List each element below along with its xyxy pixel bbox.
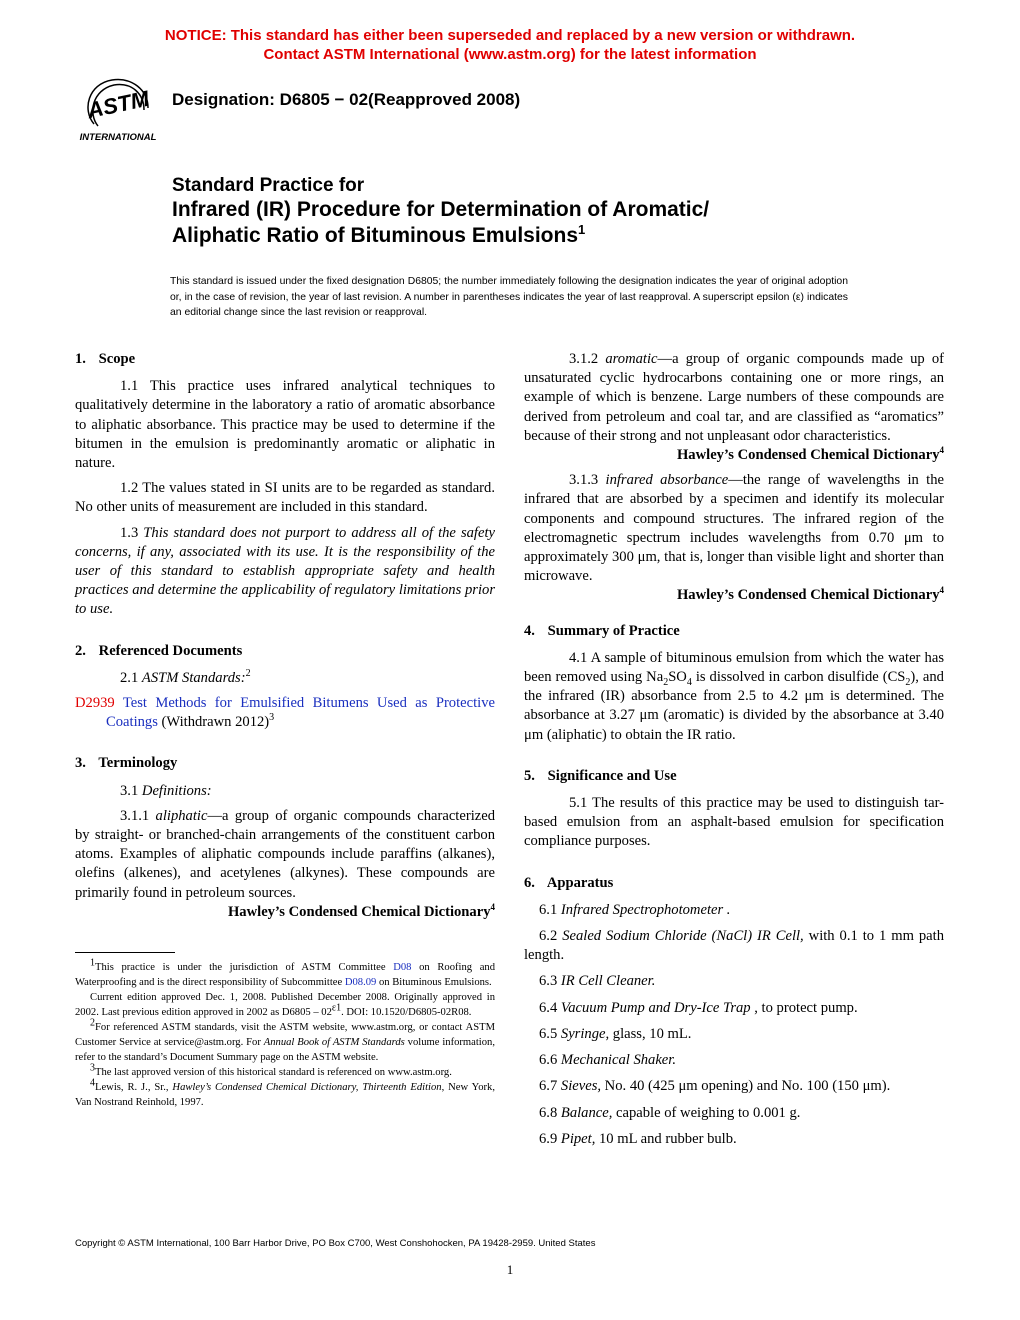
heading-text: Summary of Practice <box>547 622 680 639</box>
footnote-text: on Bituminous Emulsions. <box>376 977 492 988</box>
heading-number: 3. <box>75 755 86 772</box>
apparatus-item <box>524 1130 944 1149</box>
footnote-marker: 4 <box>939 445 944 456</box>
footnote-marker: 3 <box>269 712 275 724</box>
definition-aromatic <box>524 350 944 446</box>
right-column <box>524 350 944 1156</box>
paragraph-number: 3.1.2 <box>569 351 599 367</box>
definition-text: —a group of organic compounds characterized by straight- or branched-chain arrangements of the constituent carbon atoms. Examples of aliphatic compounds include paraffins (alkanes), olefins (alkenes), and acetylenes (alkynes). These compounds are primarily found in petroleum sources. <box>75 807 495 901</box>
item-number: 6.8 <box>539 1104 558 1121</box>
definition-aliphatic <box>75 807 495 903</box>
footnote-3 <box>75 1062 495 1080</box>
subscript: 2 <box>663 676 669 688</box>
apparatus-item <box>524 901 944 920</box>
item-number: 6.9 <box>539 1130 558 1147</box>
footnote-italic: Hawley’s Condensed Chemical Dictionary, Thirteenth Edition <box>172 1082 442 1093</box>
section-heading-apparatus <box>524 874 944 893</box>
apparatus-item <box>524 1104 944 1123</box>
title-line-1: Standard Practice for <box>172 175 365 196</box>
footnote-marker: 4 <box>939 585 944 596</box>
item-number: 6.6 <box>539 1052 558 1069</box>
paragraph-number: 1.3 <box>120 524 139 541</box>
subscript: 2 <box>905 676 911 688</box>
heading-text: Referenced Documents <box>98 642 243 659</box>
paragraph-text: 4.1 A sample of bituminous emulsion from which the water has been removed using Na <box>524 649 944 686</box>
item-text: with 0.1 to 1 mm path length. <box>524 928 944 964</box>
heading-text: Significance and Use <box>547 767 677 784</box>
section-heading-terminology <box>75 754 495 773</box>
source-text: Hawley’s Condensed Chemical Dictionary <box>676 587 940 604</box>
item-number: 6.2 <box>539 928 558 945</box>
title-line-3-text: Aliphatic Ratio of Bituminous Emulsions <box>172 224 579 247</box>
definition-source <box>524 586 944 605</box>
apparatus-item <box>524 972 944 991</box>
heading-number: 6. <box>524 874 535 891</box>
document-title <box>172 175 709 249</box>
item-term: Infrared Spectrophotometer . <box>560 901 731 918</box>
copyright-line: Copyright © ASTM International, 100 Barr Harbor Drive, PO Box C700, West Conshohocken, PA 19428-2959. United States <box>75 1238 596 1249</box>
item-term: Balance, <box>560 1104 613 1121</box>
definition-source <box>524 446 944 465</box>
footnote-edition <box>75 990 495 1020</box>
item-number: 6.1 <box>539 901 558 918</box>
term: aromatic <box>605 351 658 367</box>
section-heading-referenced-documents <box>75 642 495 661</box>
reference-d2939 <box>75 694 495 732</box>
item-term: Syringe, <box>560 1025 610 1042</box>
paragraph-text: is dissolved in carbon disulfide (CS <box>691 669 906 686</box>
item-term: Sieves, <box>560 1078 602 1095</box>
footnote-text: on Roofing and Waterproofing and is the direct responsibility of Subcommittee <box>75 962 495 988</box>
item-text: No. 40 (425 μm opening) and No. 100 (150 μm). <box>601 1078 891 1095</box>
footnote-divider <box>75 952 175 953</box>
paragraph-2-1 <box>75 669 495 688</box>
apparatus-item <box>524 1025 944 1044</box>
term: infrared absorbance <box>605 472 729 489</box>
heading-number: 5. <box>524 767 535 784</box>
definition-source <box>75 903 495 922</box>
item-number: 6.4 <box>539 999 558 1016</box>
paragraph-1-3 <box>75 524 495 620</box>
paragraph-5-1: 5.1 The results of this practice may be used to distinguish tar-based emulsion from an asphalt-based emulsion for specification compliance purposes. <box>524 795 944 850</box>
heading-text: Terminology <box>98 755 178 772</box>
title-line-2: Infrared (IR) Procedure for Determination of Aromatic/ <box>172 198 710 221</box>
item-text: capable of weighing to 0.001 g. <box>612 1104 801 1121</box>
footnote-marker: 4 <box>490 902 495 913</box>
apparatus-item <box>524 1051 944 1070</box>
paragraph-number: 2.1 <box>120 669 139 686</box>
definition-infrared-absorbance <box>524 471 944 586</box>
astm-standards-label: ASTM Standards: <box>141 669 246 686</box>
item-text: glass, 10 mL. <box>609 1025 692 1042</box>
term: aliphatic <box>155 807 208 824</box>
reference-title-link[interactable]: Test Methods for Emulsified Bitumens Used as Protective Coatings <box>106 695 495 731</box>
footnote-text: This practice is under the jurisdiction of ASTM Committee <box>95 962 394 973</box>
footnote-4 <box>75 1077 495 1110</box>
footnote-1 <box>75 957 495 990</box>
heading-text: Scope <box>98 351 136 367</box>
page-number: 1 <box>506 1262 514 1277</box>
section-heading-summary <box>524 622 944 641</box>
footnote-number: 3 <box>90 1062 95 1074</box>
reference-code-link[interactable]: D2939 <box>75 695 115 712</box>
subcommittee-link[interactable]: D08.09 <box>344 977 377 988</box>
footnote-text: For referenced ASTM standards, visit the ASTM website, www.astm.org, or contact ASTM Customer Service at service@astm.org. For <box>75 1022 495 1048</box>
item-term: IR Cell Cleaner. <box>560 973 656 990</box>
footnotes <box>75 957 495 1110</box>
apparatus-item <box>524 927 944 965</box>
footnote-italic: Annual Book of ASTM Standards <box>263 1037 405 1048</box>
item-number: 6.5 <box>539 1025 558 1042</box>
issue-note: This standard is issued under the fixed designation D6805; the number immediately following the designation indicates the year of original adoption or, in the case of revision, the year of last revision. A number in parentheses indicates the year of last reapproval. A superscript epsilon (ε) indicates an editorial change since the last revision or reapproval. <box>170 276 848 318</box>
footnote-text: Lewis, R. J., Sr., <box>95 1082 173 1093</box>
item-text: , to protect pump. <box>750 999 858 1016</box>
title-line-3 <box>172 223 709 249</box>
paragraph-number: 3.1 <box>120 782 139 799</box>
title-footnote-marker: 1 <box>578 222 586 237</box>
definition-text: —the range of wavelengths in the infrared that are absorbed by a specimen and identify its molecular components and compound structures. The infrared region of the electromagnetic spectrum includes wavelengths from 0.70 μm to approximately 300 μm, that is, longer than visible light and shorter than microwave. <box>524 472 944 585</box>
left-column <box>75 350 495 922</box>
heading-number: 2. <box>75 642 86 659</box>
heading-number: 4. <box>524 622 535 639</box>
safety-caveat: This standard does not purport to address all of the safety concerns, if any, associated with its use. It is the responsibility of the user of this standard to establish appropriate safety and health practices and determine the applicability of regulatory limitations prior to use. <box>75 524 495 618</box>
footnote-2 <box>75 1017 495 1065</box>
heading-number: 1. <box>75 351 86 367</box>
logo-word: ASTM <box>85 85 152 124</box>
definition-text: —a group of organic compounds made up of unsaturated cyclic hydrocarbons containing one or more rings, an example of which is benzene. Large numbers of these compounds are derived from petroleum and coal tar, and are classified as “aromatics” because of their strong and not unpleasant odor characteristics. <box>524 351 944 444</box>
paragraph-4-1 <box>524 649 944 745</box>
footnote-text: Current edition approved Dec. 1, 2008. Published December 2008. Originally approved in 2002. Last previous edition approved in 2002 as D6805 – 02 <box>75 992 495 1018</box>
footnote-text: volume information, refer to the standard’s Document Summary page on the ASTM website. <box>75 1037 495 1063</box>
source-text: Hawley’s Condensed Chemical Dictionary <box>676 447 940 464</box>
superseded-notice <box>0 26 1020 64</box>
item-number: 6.3 <box>539 973 558 990</box>
paragraph-1-2: 1.2 The values stated in SI units are to be regarded as standard. No other units of measurement are included in this standard. <box>75 480 495 516</box>
reference-status: (Withdrawn 2012) <box>161 714 270 731</box>
section-heading-scope <box>75 350 495 369</box>
heading-text: Apparatus <box>546 874 614 891</box>
source-text: Hawley’s Condensed Chemical Dictionary <box>227 903 491 920</box>
item-number: 6.7 <box>539 1078 558 1095</box>
logo-caption: INTERNATIONAL <box>79 132 157 143</box>
astm-logo <box>74 74 160 144</box>
footnote-number: 2 <box>90 1017 95 1029</box>
subscript: 4 <box>686 676 692 688</box>
item-term: Sealed Sodium Chloride (NaCl) IR Cell, <box>562 928 804 945</box>
paragraph-1-1: 1.1 This practice uses infrared analytical techniques to qualitatively determine in the laboratory a ratio of aromatic absorbance to aliphatic absorbance. This practice may be used to determine if the bitumen in the emulsion is predominantly aromatic or aliphatic in nature. <box>75 378 495 472</box>
paragraph-text: ), and the infrared (IR) absorbance from 2.5 to 4.2 μm is determined. The absorbance at 3.27 μm (aromatic) is divided by the absorbance at 3.40 μm (aliphatic) to obtain the IR ratio. <box>524 669 944 743</box>
footnote-text: . DOI: 10.1520/D6805-02R08. <box>341 1007 472 1018</box>
notice-line-2: Contact ASTM International (www.astm.org) for the latest information <box>263 46 757 63</box>
paragraph-number: 3.1.1 <box>120 807 150 824</box>
footnote-text: , New York, Van Nostrand Reinhold, 1997. <box>75 1082 495 1108</box>
paragraph-3-1 <box>75 782 495 801</box>
designation: Designation: D6805 − 02(Reapproved 2008) <box>172 90 521 109</box>
apparatus-item <box>524 1077 944 1096</box>
footnote-number: 4 <box>90 1077 95 1089</box>
apparatus-item <box>524 999 944 1018</box>
section-heading-significance <box>524 767 944 786</box>
footnote-marker: 2 <box>245 667 251 679</box>
paragraph-number: 3.1.3 <box>569 472 599 489</box>
footnote-text: The last approved version of this historical standard is referenced on www.astm.org. <box>95 1067 452 1078</box>
item-term: Mechanical Shaker. <box>560 1052 676 1069</box>
epsilon-marker: ε1 <box>331 1002 342 1014</box>
item-term: Pipet, <box>560 1130 596 1147</box>
footnote-number: 1 <box>90 957 95 969</box>
notice-line-1: NOTICE: This standard has either been superseded and replaced by a new version or withdrawn. <box>164 27 856 44</box>
committee-link[interactable]: D08 <box>393 962 412 973</box>
paragraph-text: SO <box>668 669 687 686</box>
item-term: Vacuum Pump and Dry-Ice Trap <box>560 999 751 1016</box>
definitions-label: Definitions: <box>141 782 212 799</box>
item-text: 10 mL and rubber bulb. <box>595 1130 737 1147</box>
